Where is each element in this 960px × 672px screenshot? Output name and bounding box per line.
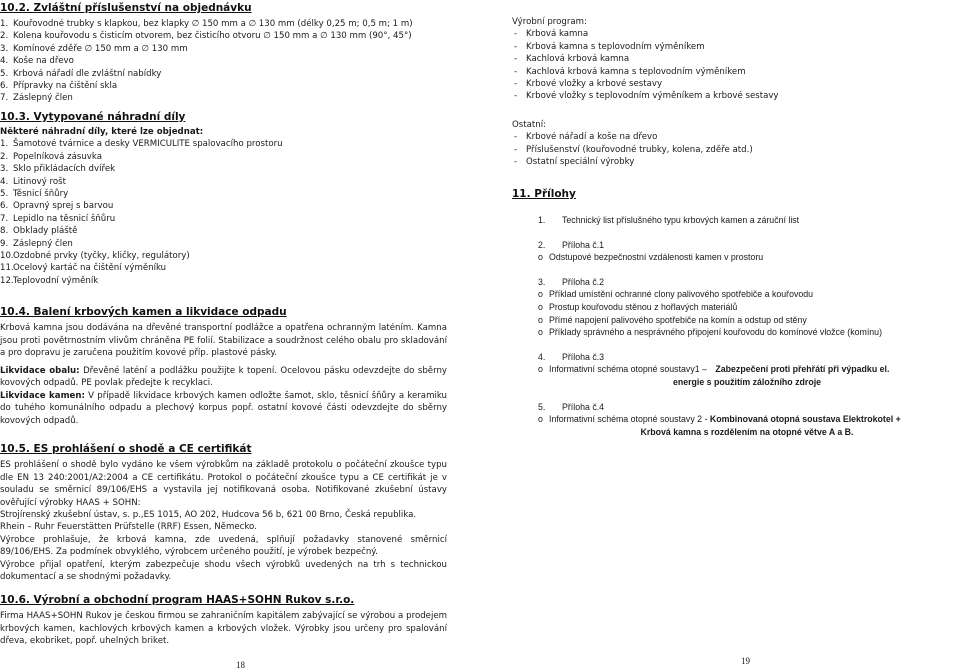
- list-text: Kouřovodné trubky s klapkou, bez klapky ∅ 150 mm a ∅ 130 mm (délky 0,25 m; 0,5 m; 1 m): [13, 19, 413, 29]
- accessory-item: [0, 80, 452, 92]
- attachment-number: 4.: [538, 351, 546, 362]
- attachment-5: [537, 401, 957, 414]
- list-number: 7.: [0, 93, 9, 104]
- list-text: Krbové nářadí a koše na dřevo: [526, 132, 658, 143]
- list-number: 4.: [0, 56, 9, 67]
- paragraph-label: Likvidace obalu:: [0, 365, 80, 376]
- dash-bullet: -: [514, 79, 518, 90]
- production-program: [512, 16, 956, 103]
- section-10-6: [0, 594, 447, 648]
- spare-part-item: [0, 138, 452, 150]
- list-text: Záslepný člen: [13, 93, 73, 104]
- dash-bullet: -: [514, 132, 518, 143]
- spare-part-item: [0, 262, 452, 274]
- attachment-number: 3.: [538, 276, 546, 287]
- list-text: Záslepný člen: [13, 238, 73, 249]
- dash-bullet: -: [514, 41, 518, 52]
- attachment-4: [537, 351, 957, 364]
- list-number: 1.: [0, 19, 9, 29]
- dash-bullet: -: [514, 66, 518, 77]
- attachment-title: Příloha č.3: [562, 351, 605, 362]
- list-number: 12.: [0, 275, 14, 286]
- section-title: 10.5. ES prohlášení o shodě a CE certifikát: [0, 443, 252, 455]
- bullet-o: o: [538, 252, 543, 263]
- stove-disposal-paragraph: [0, 390, 447, 428]
- other-products: [512, 119, 956, 169]
- attachment-5-continuation: Krbová kamna s rozdělením na otopné větve A a B.: [640, 426, 854, 437]
- list-text: Ocelový kartáč na čištění výměníku: [13, 263, 167, 274]
- list-text: Přímé napojení palivového spotřebiče na komín a odstup od stěny: [549, 314, 807, 325]
- accessory-item: [0, 30, 452, 42]
- accessory-item: [0, 43, 452, 55]
- bullet-o: o: [538, 364, 543, 375]
- list-text: Sklo přikládacích dvířek: [13, 164, 116, 175]
- section-10-4: [0, 306, 447, 427]
- list-text: Prostup kouřovodu stěnou z hořlavých materiálů: [549, 301, 738, 312]
- list-text: Opravný sprej s barvou: [13, 201, 114, 212]
- spare-part-item: [0, 213, 452, 225]
- dash-bullet: -: [514, 91, 518, 102]
- attachment-line: [537, 288, 957, 301]
- attachment-title: Příloha č.4: [562, 401, 605, 412]
- accessory-item: [0, 92, 452, 104]
- list-text: Popelníková zásuvka: [13, 151, 102, 162]
- attachment-5-emphasis: Kombinovaná otopná soustava Elektrokotel +: [709, 414, 901, 425]
- section-subtitle: Některé náhradní díly, které lze objednat:: [0, 127, 204, 137]
- attachment-4-line: [537, 363, 957, 376]
- attachment-3-lines: [537, 288, 957, 338]
- program-item: [512, 41, 956, 53]
- list-text: Těsnicí šňůry: [13, 189, 69, 200]
- list-number: 8.: [0, 226, 9, 237]
- list-number: 7.: [0, 213, 9, 224]
- spare-part-item: [0, 275, 452, 287]
- program-label: Výrobní program:: [512, 17, 587, 27]
- attachment-2-lines: [537, 251, 957, 264]
- conformity-paragraph: Výrobce přijal opatření, kterým zabezpečuje shodu všech výrobků uvedených na trh s technickou dokumentací a se shodnými požadavky.: [0, 559, 447, 583]
- list-text: Kachlová krbová kamna s teplovodním výměníkem: [526, 66, 746, 77]
- attachment-line: [537, 326, 957, 339]
- other-item: [512, 131, 956, 143]
- attachment-4-emphasis: Zabezpečení proti přehřátí při výpadku el.: [715, 364, 890, 375]
- attachment-number: 5.: [538, 401, 546, 412]
- list-number: 1.: [0, 139, 9, 150]
- spare-part-item: [0, 238, 452, 250]
- section-title: 10.6. Výrobní a obchodní program HAAS+SOHN Rukov s.r.o.: [0, 594, 355, 606]
- list-number: 10.: [0, 251, 14, 262]
- attachment-5-line: [537, 413, 957, 426]
- page-number: 18: [236, 660, 245, 670]
- program-item: [512, 78, 956, 90]
- spare-part-item: [0, 188, 452, 200]
- accessory-item: [0, 18, 452, 30]
- section-title: 11. Přílohy: [512, 188, 576, 200]
- list-text: Příklady správného a nesprávného připojení kouřovodu do komínové vložce (komínu): [549, 327, 883, 338]
- dash-bullet: -: [514, 157, 518, 168]
- list-number: 11.: [0, 263, 14, 274]
- list-number: 3.: [0, 43, 9, 54]
- spare-parts-list: [0, 138, 452, 287]
- list-text: Krbová kamna s teplovodním výměníkem: [526, 41, 705, 52]
- list-text: Přípravky na čištění skla: [13, 81, 118, 92]
- accessory-list: [0, 18, 452, 105]
- bullet-o: o: [538, 314, 543, 325]
- attachment-4-continuation: energie s použitím záložního zdroje: [672, 376, 822, 387]
- attachment-title: Příloha č.1: [562, 239, 605, 250]
- other-item: [512, 156, 956, 168]
- program-item: [512, 90, 956, 102]
- list-number: 2.: [0, 31, 9, 42]
- attachment-1: [537, 214, 957, 227]
- attachment-4-text: Informativní schéma otopné soustavy1 –: [549, 364, 710, 375]
- list-text: Krbová nářadí dle zvláštní nabídky: [13, 68, 162, 79]
- list-number: 9.: [0, 238, 9, 249]
- bullet-o: o: [538, 414, 543, 425]
- attachment-number: 1.: [538, 215, 546, 225]
- section-10-2: [0, 2, 452, 105]
- spare-part-item: [0, 163, 452, 175]
- paragraph-text: V případě likvidace krbových kamen odložte šamot, sklo, těsnicí šňůry a keramiku do tuhého komunálního odpadu a plechový korpus popř. ostatní kovové části odevzdejte do sběrny kovových odpadů.: [0, 390, 447, 426]
- other-item: [512, 144, 956, 156]
- list-text: Krbová kamna: [526, 29, 589, 40]
- packaging-paragraph: Krbová kamna jsou dodávána na dřevěné transportní podlážce a opatřena ochranným laténím. Kamna jsou proti povětrnostním vlivům chráněna PE folií. Stabilizace a soudržnost celého obalu pro skladování a pro dopravu je zaručena použitím kovové příp. plastové pásky.: [0, 323, 447, 358]
- program-item: [512, 28, 956, 40]
- list-number: 5.: [0, 189, 9, 200]
- spare-part-item: [0, 225, 452, 237]
- section-title: 10.2. Zvláštní příslušenství na objednávku: [0, 2, 252, 14]
- attachments: [537, 214, 957, 438]
- testing-institute-2: Rhein – Ruhr Feuerstätten Prüfstelle (RRF) Essen, Německo.: [0, 522, 257, 533]
- attachment-title: Technický list příslušného typu krbových kamen a záruční list: [562, 215, 800, 225]
- spare-part-item: [0, 151, 452, 163]
- list-text: Obklady pláště: [13, 226, 78, 237]
- list-number: 5.: [0, 68, 9, 79]
- other-list: [512, 131, 956, 168]
- list-text: Litinový rošt: [13, 176, 66, 187]
- testing-institute-1: Strojírenský zkušební ústav, s. p.,ES 1015, AO 202, Hudcova 56 b, 621 00 Brno, Česká republika.: [0, 510, 417, 520]
- attachment-title: Příloha č.2: [562, 276, 605, 287]
- section-title: 10.4. Balení krbových kamen a likvidace odpadu: [0, 306, 287, 318]
- packaging-disposal-paragraph: [0, 365, 447, 390]
- list-text: Koše na dřevo: [13, 56, 74, 67]
- list-text: Lepidlo na těsnicí šňůru: [13, 213, 116, 224]
- section-10-3: [0, 111, 452, 287]
- attachment-number: 2.: [538, 239, 546, 250]
- dash-bullet: -: [514, 144, 518, 155]
- list-text: Krbové vložky s teplovodním výměníkem a krbové sestavy: [526, 91, 779, 102]
- accessory-item: [0, 55, 452, 67]
- list-text: Kachlová krbová kamna: [526, 54, 630, 65]
- list-number: 2.: [0, 151, 9, 162]
- list-number: 3.: [0, 164, 9, 175]
- section-10-5: [0, 443, 447, 584]
- bullet-o: o: [538, 301, 543, 312]
- list-text: Ozdobné prvky (tyčky, kličky, regulátory): [13, 251, 190, 262]
- other-label: Ostatní:: [512, 120, 546, 130]
- list-text: Příslušenství (kouřovodné trubky, kolena, zděře atd.): [526, 144, 753, 155]
- spare-part-item: [0, 176, 452, 188]
- dash-bullet: -: [514, 29, 518, 40]
- list-number: 6.: [0, 81, 9, 92]
- list-text: Příklad umístění ochranné clony palivového spotřebiče a kouřovodu: [549, 289, 814, 300]
- declaration-paragraph: ES prohlášení o shodě bylo vydáno ke všem výrobkům na základě protokolu o počáteční zkoušce typu dle EN 13 240:2001/A2:2004 a CE certifikátu. Protokol o počáteční zkoušce typu a CE certifikát je v souladu se směrnicí 89/106/EHS a vystavila jej notifikovaná osoba. Notifikované zkušební ústavy ověřující výrobky HAAS + SOHN:: [0, 460, 447, 508]
- spare-part-item: [0, 250, 452, 262]
- list-text: Kolena kouřovodu s čisticím otvorem, bez čisticího otvoru ∅ 150 mm a ∅ 130 mm (90°, 45°): [13, 31, 412, 42]
- accessory-item: [0, 68, 452, 80]
- list-text: Odstupové bezpečnostní vzdálenosti kamen v prostoru: [549, 252, 764, 263]
- attachment-2: [537, 239, 957, 252]
- section-11: [512, 188, 956, 201]
- paragraph-text: Dřevěné laténí a podlážku použijte k topení. Ocelovou pásku odevzdejte do sběrny kovových odpadů. PE povlak předejte k recyklaci.: [0, 365, 448, 388]
- list-text: Ostatní speciální výrobky: [526, 157, 635, 168]
- list-text: Šamotové tvárnice a desky VERMICULITE spalovacího prostoru: [13, 139, 283, 150]
- attachment-5-text: Informativní schéma otopné soustavy 2 -: [549, 414, 710, 425]
- paragraph-label: Likvidace kamen:: [0, 390, 85, 401]
- program-list: [512, 28, 956, 102]
- list-number: 6.: [0, 201, 9, 212]
- attachment-3: [537, 276, 957, 289]
- program-item: [512, 53, 956, 65]
- list-text: Teplovodní výměník: [13, 275, 99, 286]
- attachment-line: [537, 314, 957, 327]
- list-text: Komínové zděře ∅ 150 mm a ∅ 130 mm: [13, 43, 188, 54]
- dash-bullet: -: [514, 54, 518, 65]
- list-text: Krbové vložky a krbové sestavy: [526, 79, 663, 90]
- manufacturer-declaration: Výrobce prohlašuje, že krbová kamna, zde uvedená, splňují požadavky stanovené směrnicí 89/106/EHS. Za podmínek obvyklého, výrobcem určeného použití, je výrobek bezpečný.: [0, 534, 447, 558]
- spare-part-item: [0, 200, 452, 212]
- attachment-line: [537, 251, 957, 264]
- list-number: 4.: [0, 176, 9, 187]
- program-item: [512, 66, 956, 78]
- section-title: 10.3. Vytypované náhradní díly: [0, 111, 186, 123]
- bullet-o: o: [538, 289, 543, 300]
- bullet-o: o: [538, 327, 543, 338]
- attachment-line: [537, 301, 957, 314]
- page-number: 19: [741, 656, 750, 666]
- company-paragraph: Firma HAAS+SOHN Rukov je českou firmou se zahraničním kapitálem zabývající se výrobou a prodejem krbových kamen, kachlových krbových kamen a krbových vložek. Výrobky jsou určeny pro spalování dřeva, ekobriket, popř. uhelných briket.: [0, 611, 447, 646]
